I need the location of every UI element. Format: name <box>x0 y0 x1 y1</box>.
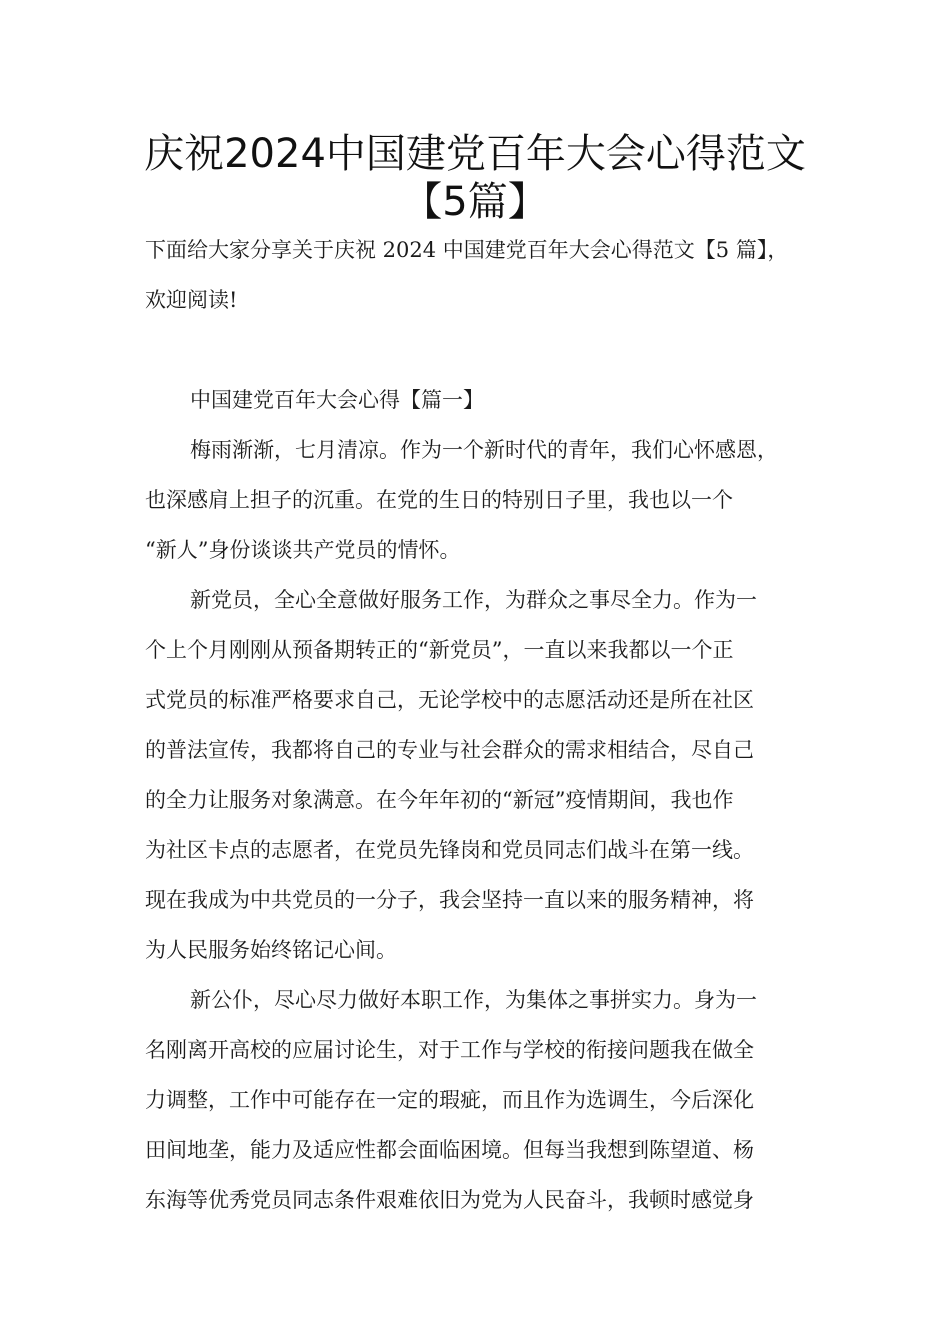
paragraph-2-line-6: 为社区卡点的志愿者，在党员先锋岗和党员同志们战斗在第一线。 <box>145 838 754 862</box>
intro-line-2: 欢迎阅读! <box>145 288 238 312</box>
document-title-line-2: 【5篇】 <box>402 179 548 225</box>
paragraph-2-line-8: 为人民服务始终铭记心间。 <box>145 938 397 962</box>
paragraph-2-line-5: 的全力让服务对象满意。在今年年初的“新冠”疫情期间，我也作 <box>145 788 734 812</box>
paragraph-2-line-2: 个上个月刚刚从预备期转正的“新党员”，一直以来我都以一个正 <box>145 638 734 662</box>
paragraph-2-line-3: 式党员的标准严格要求自己，无论学校中的志愿活动还是所在社区 <box>145 688 754 712</box>
paragraph-3-line-1: 新公仆，尽心尽力做好本职工作，为集体之事拼实力。身为一 <box>190 988 757 1012</box>
paragraph-2-line-7: 现在我成为中共党员的一分子，我会坚持一直以来的服务精神，将 <box>145 888 754 912</box>
document-title-line-1: 庆祝2024中国建党百年大会心得范文 <box>144 131 806 177</box>
paragraph-3-line-4: 田间地垄，能力及适应性都会面临困境。但每当我想到陈望道、杨 <box>145 1138 754 1162</box>
paragraph-1-line-3: “新人”身份谈谈共产党员的情怀。 <box>145 538 461 562</box>
paragraph-3-line-3: 力调整，工作中可能存在一定的瑕疵，而且作为选调生，今后深化 <box>145 1088 754 1112</box>
paragraph-2-line-4: 的普法宣传，我都将自己的专业与社会群众的需求相结合，尽自己 <box>145 738 754 762</box>
paragraph-2-line-1: 新党员，全心全意做好服务工作，为群众之事尽全力。作为一 <box>190 588 757 612</box>
paragraph-3-line-5: 东海等优秀党员同志条件艰难依旧为党为人民奋斗，我顿时感觉身 <box>145 1188 754 1212</box>
paragraph-1-line-2: 也深感肩上担子的沉重。在党的生日的特别日子里，我也以一个 <box>145 488 733 512</box>
section-heading: 中国建党百年大会心得【篇一】 <box>190 388 484 412</box>
paragraph-3-line-2: 名刚离开高校的应届讨论生，对于工作与学校的衔接问题我在做全 <box>145 1038 754 1062</box>
intro-line-1: 下面给大家分享关于庆祝 2024 中国建党百年大会心得范文【5 篇】， <box>145 238 789 262</box>
paragraph-1-line-1: 梅雨渐渐，七月清凉。作为一个新时代的青年，我们心怀感恩， <box>190 438 778 462</box>
